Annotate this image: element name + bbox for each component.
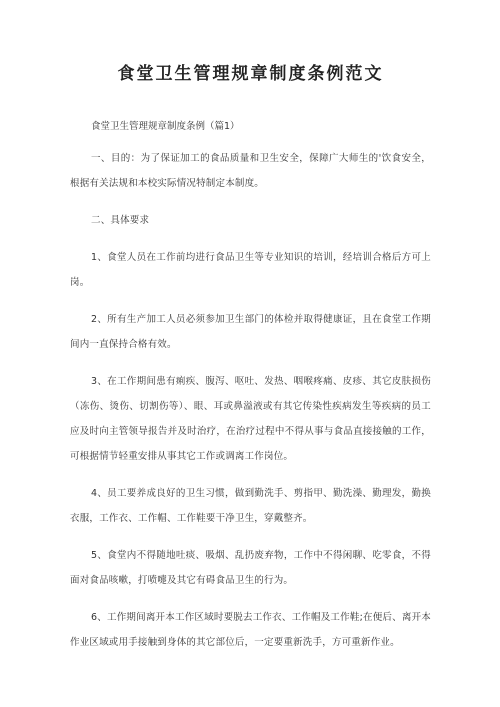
document-body [70,146,431,655]
document-subtitle: 食堂卫生管理规章制度条例（篇1） [91,121,240,132]
paragraph-item-6: 6、工作期间离开本工作区域时要脱去工作衣、工作帽及工作鞋;在便后、离开本作业区域或用手接触到身体的其它部位后，一定要重新洗手，方可重新作业。 [70,612,431,648]
paragraph-item-2: 2、所有生产加工人员必须参加卫生部门的体检并取得健康证，且在食堂工作期间内一直保持合格有效。 [70,314,431,350]
paragraph-section-heading: 二、具体要求 [91,215,150,226]
paragraph-item-5: 5、食堂内不得随地吐痰、吸烟、乱扔废弃物，工作中不得闲聊、吃零食，不得面对食品咳嗽，打喷嚏及其它有碍食品卫生的行为。 [70,550,431,586]
paragraph-purpose: 一、目的：为了保证加工的食品质量和卫生安全，保障广大师生的'饮食安全，根据有关法规和本校实际情况特制定本制度。 [70,153,431,189]
paragraph-item-1: 1、食堂人员在工作前均进行食品卫生等专业知识的培训，经培训合格后方可上岗。 [70,252,431,288]
paragraph-item-3: 3、在工作期间患有痢疾、腹泻、呕吐、发热、咽喉疼痛、皮疹、其它皮肤损伤（冻伤、烫伤、切割伤等）、眼、耳或鼻溢液或有其它传染性疾病发生等疾病的员工应及时向主管领导报告并及时治疗，在治疗过程中不得从事与食品直接接触的工作，可根据情节轻重安排从事其它工作或调离工作岗位。 [70,376,431,462]
document-title: 食堂卫生管理规章制度条例范文 [117,64,384,84]
paragraph-item-4: 4、员工要养成良好的卫生习惯，做到勤洗手、剪指甲、勤洗澡、勤理发，勤换衣服，工作衣、工作帽、工作鞋要干净卫生，穿戴整齐。 [70,488,431,524]
